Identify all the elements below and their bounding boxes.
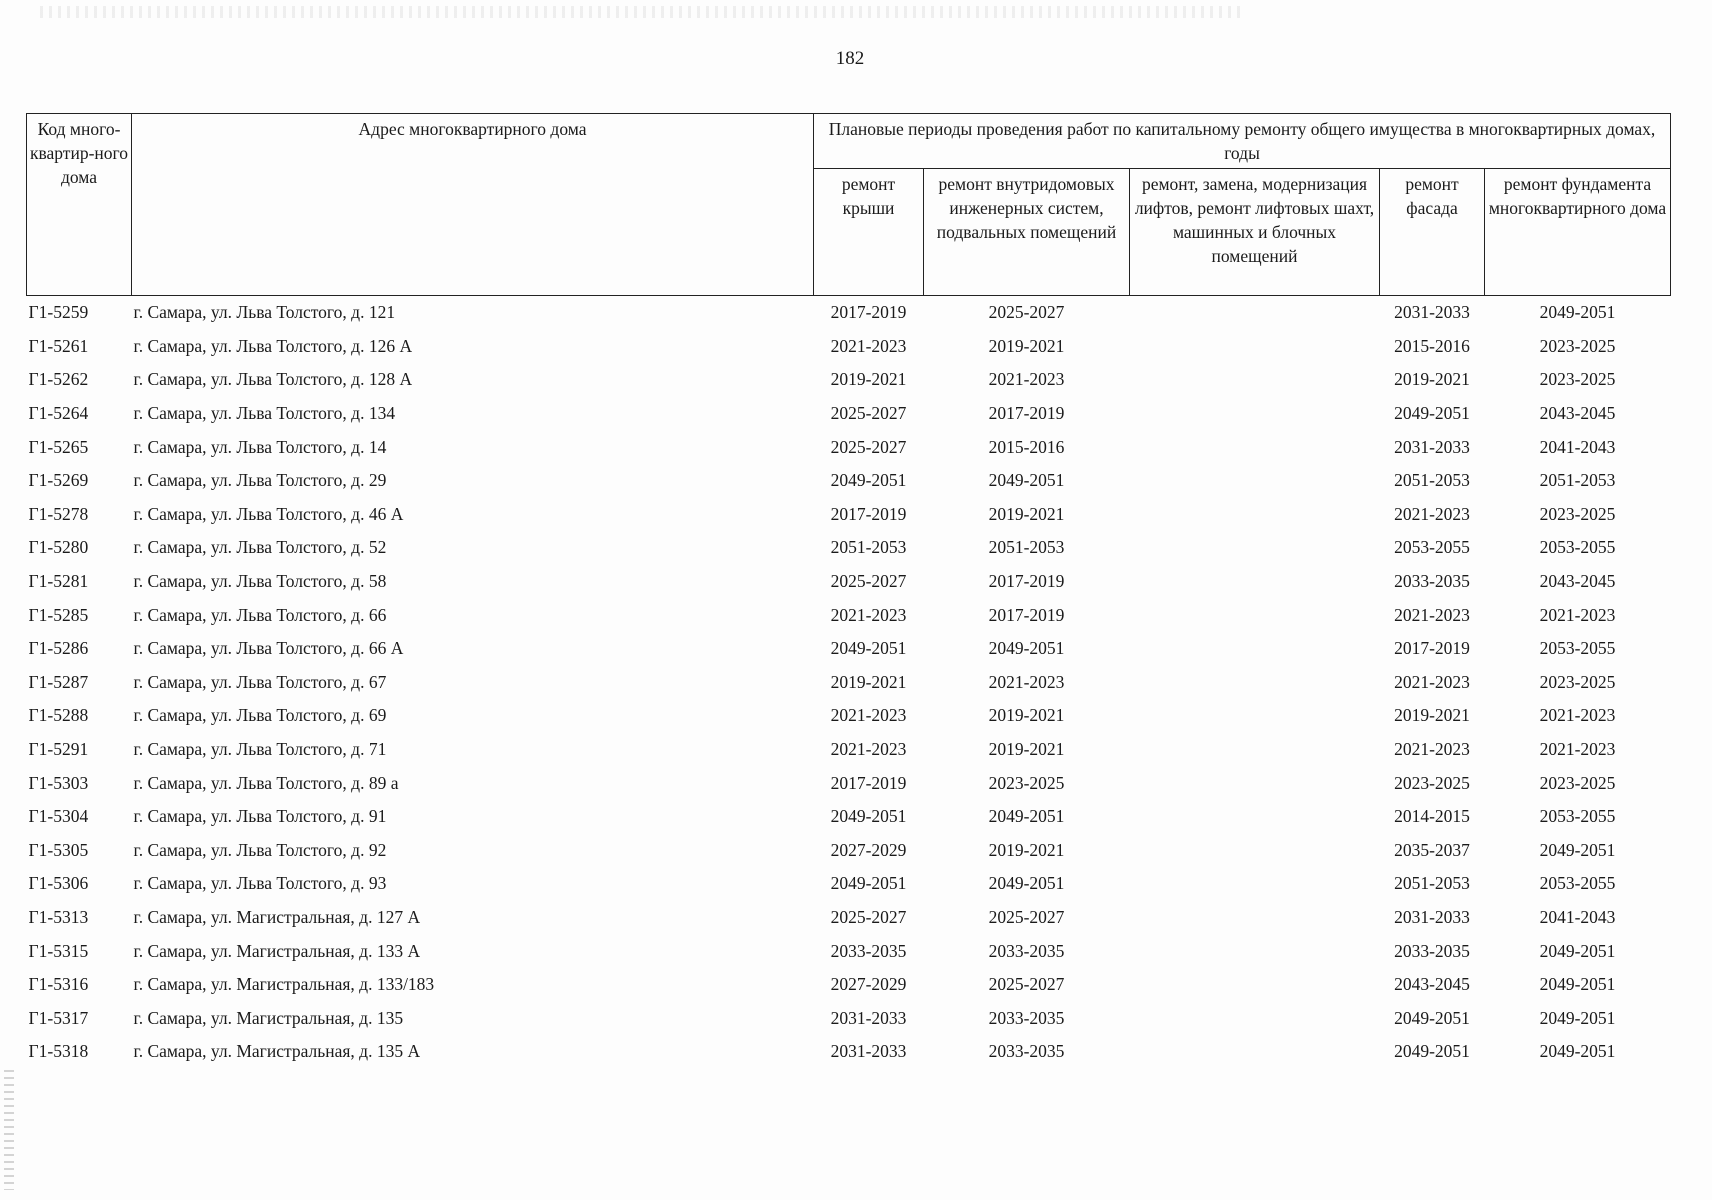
cell-lift-repair <box>1130 430 1380 464</box>
cell-address: г. Самара, ул. Льва Толстого, д. 66 А <box>133 638 404 659</box>
cell-address: г. Самара, ул. Льва Толстого, д. 66 <box>133 604 387 625</box>
cell-facade-repair: 2049-2051 <box>1394 1041 1470 1062</box>
cell-roof-repair: 2017-2019 <box>830 503 907 524</box>
cell-engineering-repair: 2019-2021 <box>988 839 1065 860</box>
table-row <box>27 531 1671 565</box>
header-engineering-repair: ремонт внутридомовых инженерных систем, подвальных помещений <box>924 169 1130 296</box>
cell-roof-repair: 2021-2023 <box>830 335 907 356</box>
table-row <box>27 632 1671 666</box>
cell-code: Г1-5281 <box>28 571 89 592</box>
cell-facade-repair: 2021-2023 <box>1394 739 1470 760</box>
cell-facade-repair: 2049-2051 <box>1394 403 1470 424</box>
cell-engineering-repair: 2049-2051 <box>988 470 1065 491</box>
table-row <box>27 363 1671 397</box>
cell-engineering-repair: 2025-2027 <box>988 974 1065 995</box>
cell-code: Г1-5304 <box>28 806 89 827</box>
cell-roof-repair: 2017-2019 <box>830 302 907 323</box>
cell-address: г. Самара, ул. Льва Толстого, д. 89 а <box>133 772 399 793</box>
cell-lift-repair <box>1130 397 1380 431</box>
cell-address: г. Самара, ул. Магистральная, д. 135 А <box>133 1041 421 1062</box>
cell-engineering-repair: 2019-2021 <box>988 503 1065 524</box>
cell-code: Г1-5259 <box>28 302 89 323</box>
cell-address: г. Самара, ул. Льва Толстого, д. 14 <box>133 436 387 457</box>
cell-foundation-repair: 2049-2051 <box>1539 1007 1616 1028</box>
cell-engineering-repair: 2049-2051 <box>988 638 1065 659</box>
cell-lift-repair <box>1130 464 1380 498</box>
cell-code: Г1-5305 <box>28 839 89 860</box>
table-row <box>27 330 1671 364</box>
cell-facade-repair: 2021-2023 <box>1394 503 1470 524</box>
cell-foundation-repair: 2023-2025 <box>1539 671 1616 692</box>
cell-engineering-repair: 2015-2016 <box>988 436 1065 457</box>
cell-engineering-repair: 2021-2023 <box>988 369 1065 390</box>
cell-address: г. Самара, ул. Льва Толстого, д. 92 <box>133 839 387 860</box>
cell-roof-repair: 2033-2035 <box>830 940 907 961</box>
cell-engineering-repair: 2051-2053 <box>988 537 1065 558</box>
cell-code: Г1-5265 <box>28 436 89 457</box>
table-row <box>27 498 1671 532</box>
cell-roof-repair: 2025-2027 <box>830 403 907 424</box>
cell-foundation-repair: 2049-2051 <box>1539 974 1616 995</box>
cell-engineering-repair: 2023-2025 <box>988 772 1065 793</box>
cell-code: Г1-5317 <box>28 1007 89 1028</box>
cell-foundation-repair: 2049-2051 <box>1539 839 1616 860</box>
cell-foundation-repair: 2041-2043 <box>1539 906 1616 927</box>
table-row <box>27 800 1671 834</box>
cell-code: Г1-5291 <box>28 739 89 760</box>
cell-foundation-repair: 2023-2025 <box>1539 369 1616 390</box>
cell-roof-repair: 2025-2027 <box>830 906 907 927</box>
cell-facade-repair: 2049-2051 <box>1394 1007 1470 1028</box>
page-number: 182 <box>835 48 865 69</box>
cell-foundation-repair: 2041-2043 <box>1539 436 1616 457</box>
table-row <box>27 1001 1671 1035</box>
cell-facade-repair: 2021-2023 <box>1394 604 1470 625</box>
cell-foundation-repair: 2021-2023 <box>1539 604 1616 625</box>
cell-facade-repair: 2051-2053 <box>1394 470 1470 491</box>
cell-lift-repair <box>1130 1035 1380 1069</box>
cell-roof-repair: 2049-2051 <box>830 873 907 894</box>
table-row <box>27 699 1671 733</box>
cell-roof-repair: 2049-2051 <box>830 470 907 491</box>
scan-artifact-top <box>40 6 1240 18</box>
table-row <box>27 901 1671 935</box>
cell-address: г. Самара, ул. Льва Толстого, д. 29 <box>133 470 387 491</box>
header-code: Код много-квартир-ного дома <box>27 114 132 296</box>
cell-facade-repair: 2051-2053 <box>1394 873 1470 894</box>
cell-foundation-repair: 2053-2055 <box>1539 537 1616 558</box>
cell-engineering-repair: 2019-2021 <box>988 705 1065 726</box>
table-row <box>27 834 1671 868</box>
cell-code: Г1-5288 <box>28 705 89 726</box>
table-row <box>27 397 1671 431</box>
cell-lift-repair <box>1130 834 1380 868</box>
table-body <box>27 296 1671 1069</box>
cell-lift-repair <box>1130 766 1380 800</box>
cell-roof-repair: 2025-2027 <box>830 571 907 592</box>
cell-foundation-repair: 2023-2025 <box>1539 503 1616 524</box>
cell-code: Г1-5318 <box>28 1041 89 1062</box>
cell-address: г. Самара, ул. Магистральная, д. 135 <box>133 1007 404 1028</box>
cell-facade-repair: 2031-2033 <box>1394 302 1470 323</box>
cell-foundation-repair: 2053-2055 <box>1539 638 1616 659</box>
cell-lift-repair <box>1130 632 1380 666</box>
cell-code: Г1-5280 <box>28 537 89 558</box>
cell-facade-repair: 2031-2033 <box>1394 906 1470 927</box>
table-row <box>27 733 1671 767</box>
cell-roof-repair: 2019-2021 <box>830 671 907 692</box>
cell-foundation-repair: 2043-2045 <box>1539 403 1616 424</box>
cell-roof-repair: 2021-2023 <box>830 739 907 760</box>
cell-engineering-repair: 2049-2051 <box>988 806 1065 827</box>
cell-lift-repair <box>1130 733 1380 767</box>
cell-address: г. Самара, ул. Магистральная, д. 133/183 <box>133 974 435 995</box>
table-row <box>27 867 1671 901</box>
table-row <box>27 766 1671 800</box>
cell-code: Г1-5316 <box>28 974 89 995</box>
cell-lift-repair <box>1130 901 1380 935</box>
table-row <box>27 666 1671 700</box>
cell-foundation-repair: 2049-2051 <box>1539 302 1616 323</box>
cell-facade-repair: 2053-2055 <box>1394 537 1470 558</box>
header-planned-periods: Плановые периоды проведения работ по капитальному ремонту общего имущества в многоквартирных домах, годы <box>814 114 1671 169</box>
cell-foundation-repair: 2049-2051 <box>1539 940 1616 961</box>
cell-address: г. Самара, ул. Льва Толстого, д. 69 <box>133 705 387 726</box>
header-address: Адрес многоквартирного дома <box>132 114 814 296</box>
header-lift-repair: ремонт, замена, модернизация лифтов, ремонт лифтовых шахт, машинных и блочных помещений <box>1130 169 1380 296</box>
cell-engineering-repair: 2025-2027 <box>988 906 1065 927</box>
cell-address: г. Самара, ул. Льва Толстого, д. 126 А <box>133 335 413 356</box>
cell-roof-repair: 2021-2023 <box>830 705 907 726</box>
cell-facade-repair: 2014-2015 <box>1394 806 1470 827</box>
cell-foundation-repair: 2021-2023 <box>1539 705 1616 726</box>
cell-code: Г1-5313 <box>28 906 89 927</box>
table-header <box>27 114 1671 296</box>
cell-lift-repair <box>1130 968 1380 1002</box>
cell-facade-repair: 2035-2037 <box>1394 839 1470 860</box>
cell-lift-repair <box>1130 565 1380 599</box>
cell-roof-repair: 2031-2033 <box>830 1041 907 1062</box>
cell-code: Г1-5286 <box>28 638 89 659</box>
cell-address: г. Самара, ул. Магистральная, д. 133 А <box>133 940 421 961</box>
cell-foundation-repair: 2051-2053 <box>1539 470 1616 491</box>
cell-facade-repair: 2043-2045 <box>1394 974 1470 995</box>
cell-facade-repair: 2033-2035 <box>1394 571 1470 592</box>
cell-roof-repair: 2019-2021 <box>830 369 907 390</box>
cell-facade-repair: 2019-2021 <box>1394 369 1470 390</box>
cell-roof-repair: 2021-2023 <box>830 604 907 625</box>
cell-code: Г1-5261 <box>28 335 89 356</box>
cell-foundation-repair: 2023-2025 <box>1539 335 1616 356</box>
cell-lift-repair <box>1130 531 1380 565</box>
cell-address: г. Самара, ул. Льва Толстого, д. 128 А <box>133 369 413 390</box>
cell-lift-repair <box>1130 363 1380 397</box>
cell-code: Г1-5306 <box>28 873 89 894</box>
cell-foundation-repair: 2043-2045 <box>1539 571 1616 592</box>
cell-address: г. Самара, ул. Льва Толстого, д. 58 <box>133 571 387 592</box>
cell-foundation-repair: 2053-2055 <box>1539 806 1616 827</box>
cell-lift-repair <box>1130 699 1380 733</box>
cell-engineering-repair: 2017-2019 <box>988 604 1065 625</box>
cell-roof-repair: 2025-2027 <box>830 436 907 457</box>
cell-engineering-repair: 2033-2035 <box>988 1007 1065 1028</box>
cell-facade-repair: 2023-2025 <box>1394 772 1470 793</box>
cell-engineering-repair: 2025-2027 <box>988 302 1065 323</box>
cell-foundation-repair: 2021-2023 <box>1539 739 1616 760</box>
cell-address: г. Самара, ул. Льва Толстого, д. 91 <box>133 806 387 827</box>
table-row <box>27 934 1671 968</box>
cell-foundation-repair: 2023-2025 <box>1539 772 1616 793</box>
cell-code: Г1-5285 <box>28 604 89 625</box>
cell-address: г. Самара, ул. Льва Толстого, д. 121 <box>133 302 396 323</box>
cell-engineering-repair: 2021-2023 <box>988 671 1065 692</box>
cell-address: г. Самара, ул. Льва Толстого, д. 46 А <box>133 503 404 524</box>
cell-facade-repair: 2033-2035 <box>1394 940 1470 961</box>
header-roof-repair: ремонт крыши <box>814 169 924 296</box>
cell-lift-repair <box>1130 498 1380 532</box>
table-row <box>27 598 1671 632</box>
cell-address: г. Самара, ул. Льва Толстого, д. 67 <box>133 671 387 692</box>
cell-foundation-repair: 2053-2055 <box>1539 873 1616 894</box>
cell-engineering-repair: 2017-2019 <box>988 403 1065 424</box>
cell-lift-repair <box>1130 330 1380 364</box>
table-row <box>27 464 1671 498</box>
cell-facade-repair: 2019-2021 <box>1394 705 1470 726</box>
cell-roof-repair: 2049-2051 <box>830 638 907 659</box>
cell-code: Г1-5278 <box>28 503 89 524</box>
cell-lift-repair <box>1130 867 1380 901</box>
cell-engineering-repair: 2019-2021 <box>988 739 1065 760</box>
cell-code: Г1-5262 <box>28 369 89 390</box>
cell-code: Г1-5269 <box>28 470 89 491</box>
cell-engineering-repair: 2049-2051 <box>988 873 1065 894</box>
cell-lift-repair <box>1130 934 1380 968</box>
cell-facade-repair: 2017-2019 <box>1394 638 1470 659</box>
cell-code: Г1-5315 <box>28 940 89 961</box>
cell-address: г. Самара, ул. Льва Толстого, д. 93 <box>133 873 387 894</box>
cell-engineering-repair: 2017-2019 <box>988 571 1065 592</box>
cell-lift-repair <box>1130 296 1380 330</box>
table-row <box>27 296 1671 330</box>
cell-roof-repair: 2027-2029 <box>830 974 907 995</box>
cell-facade-repair: 2021-2023 <box>1394 671 1470 692</box>
cell-lift-repair <box>1130 800 1380 834</box>
cell-roof-repair: 2027-2029 <box>830 839 907 860</box>
table-row <box>27 430 1671 464</box>
cell-lift-repair <box>1130 598 1380 632</box>
cell-roof-repair: 2031-2033 <box>830 1007 907 1028</box>
table-row <box>27 968 1671 1002</box>
cell-address: г. Самара, ул. Льва Толстого, д. 71 <box>133 739 387 760</box>
cell-code: Г1-5303 <box>28 772 89 793</box>
cell-code: Г1-5287 <box>28 671 89 692</box>
cell-lift-repair <box>1130 1001 1380 1035</box>
cell-engineering-repair: 2019-2021 <box>988 335 1065 356</box>
cell-lift-repair <box>1130 666 1380 700</box>
cell-address: г. Самара, ул. Льва Толстого, д. 52 <box>133 537 387 558</box>
header-facade-repair: ремонт фасада <box>1380 169 1485 296</box>
scan-artifact-left <box>4 1070 14 1190</box>
cell-facade-repair: 2015-2016 <box>1394 335 1470 356</box>
header-foundation-repair: ремонт фундамента многоквартирного дома <box>1485 169 1671 296</box>
cell-engineering-repair: 2033-2035 <box>988 940 1065 961</box>
cell-address: г. Самара, ул. Магистральная, д. 127 А <box>133 906 421 927</box>
cell-engineering-repair: 2033-2035 <box>988 1041 1065 1062</box>
cell-address: г. Самара, ул. Льва Толстого, д. 134 <box>133 403 396 424</box>
table-row <box>27 1035 1671 1069</box>
cell-code: Г1-5264 <box>28 403 89 424</box>
table-row <box>27 565 1671 599</box>
cell-facade-repair: 2031-2033 <box>1394 436 1470 457</box>
cell-roof-repair: 2049-2051 <box>830 806 907 827</box>
cell-foundation-repair: 2049-2051 <box>1539 1041 1616 1062</box>
repair-schedule-table <box>26 113 1671 1069</box>
cell-roof-repair: 2017-2019 <box>830 772 907 793</box>
cell-roof-repair: 2051-2053 <box>830 537 907 558</box>
